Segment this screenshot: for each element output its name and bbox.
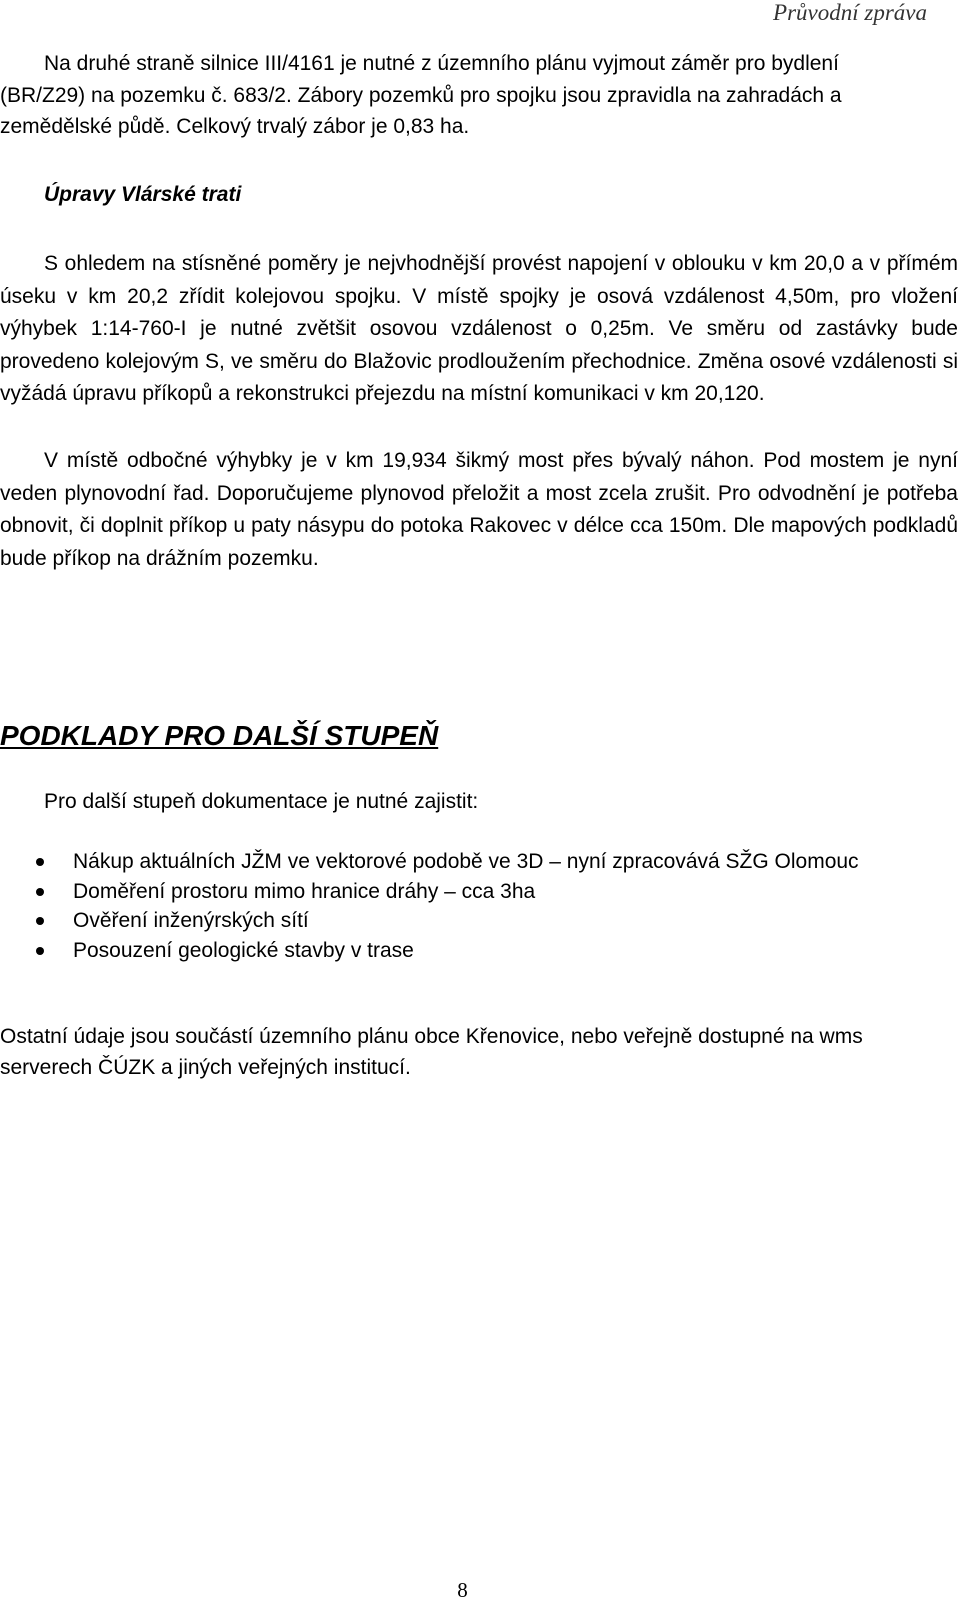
intro-paragraph-rest: (BR/Z29) na pozemku č. 683/2. Zábory pozemků pro spojku jsou zpravidla na zahradách a zemědělské půdě. Celkový trvalý zábor je 0,83 ha. [0,83,842,138]
section-heading-vlarska: Úpravy Vlárské trati [44,183,242,206]
podklady-intro: Pro další stupeň dokumentace je nutné zajistit: [44,790,479,813]
list-item-text: Nákup aktuálních JŽM ve vektorové podobě ve 3D – nyní zpracovává SŽG Olomouc [73,850,859,873]
list-item [0,847,950,877]
vlarska-paragraph-1: S ohledem na stísněné poměry je nejvhodnější provést napojení v oblouku v km 20,0 a v přímém úseku v km 20,2 zřídit kolejovou spojku. V místě spojky je osová vzdálenost 4,50m, pro vložení výhybek 1:14-760-I je nutné zvětšit osovou vzdálenost o 0,25m. Ve směru od zastávky bude provedeno kolejovým S, ve směru do Blažovic prodloužením přechodnice. Změna osové vzdálenosti si vyžádá úpravu příkopů a rekonstrukci přejezdu na místní komunikaci v km 20,120. [0,252,958,405]
section-heading-podklady: PODKLADY PRO DALŠÍ STUPEŇ [0,720,439,751]
list-item-text: Doměření prostoru mimo hranice dráhy – cca 3ha [73,879,536,903]
intro-paragraph [0,48,958,143]
bullet-icon [36,858,44,866]
requirements-list [0,847,950,965]
intro-paragraph-first-line: Na druhé straně silnice III/4161 je nutné z územního plánu vyjmout záměr pro bydlení [44,52,839,75]
bullet-icon [36,917,44,925]
vlarska-paragraph-2: V místě odbočné výhybky je v km 19,934 šikmý most přes bývalý náhon. Pod mostem je nyní veden plynovodní řad. Doporučujeme plynovod přeložit a most zcela zrušit. Pro odvodnění je potřeba obnovit, či doplnit příkop u paty násypu do potoka Rakovec v délce cca 150m. Dle mapových podkladů bude příkop na drážním pozemku. [0,449,958,570]
bullet-icon [36,947,44,955]
list-item [0,877,950,907]
document-header-title: Průvodní zpráva [773,0,927,25]
list-item [0,936,950,966]
list-item-text: Posouzení geologické stavby v trase [73,938,414,962]
page-number: 8 [457,1578,468,1602]
bullet-icon [36,888,44,896]
list-item [0,906,950,936]
closing-paragraph: Ostatní údaje jsou součástí územního plánu obce Křenovice, nebo veřejně dostupné na wms serverech ČÚZK a jiných veřejných institucí. [0,1025,863,1079]
list-item-text: Ověření inženýrských sítí [73,909,309,932]
